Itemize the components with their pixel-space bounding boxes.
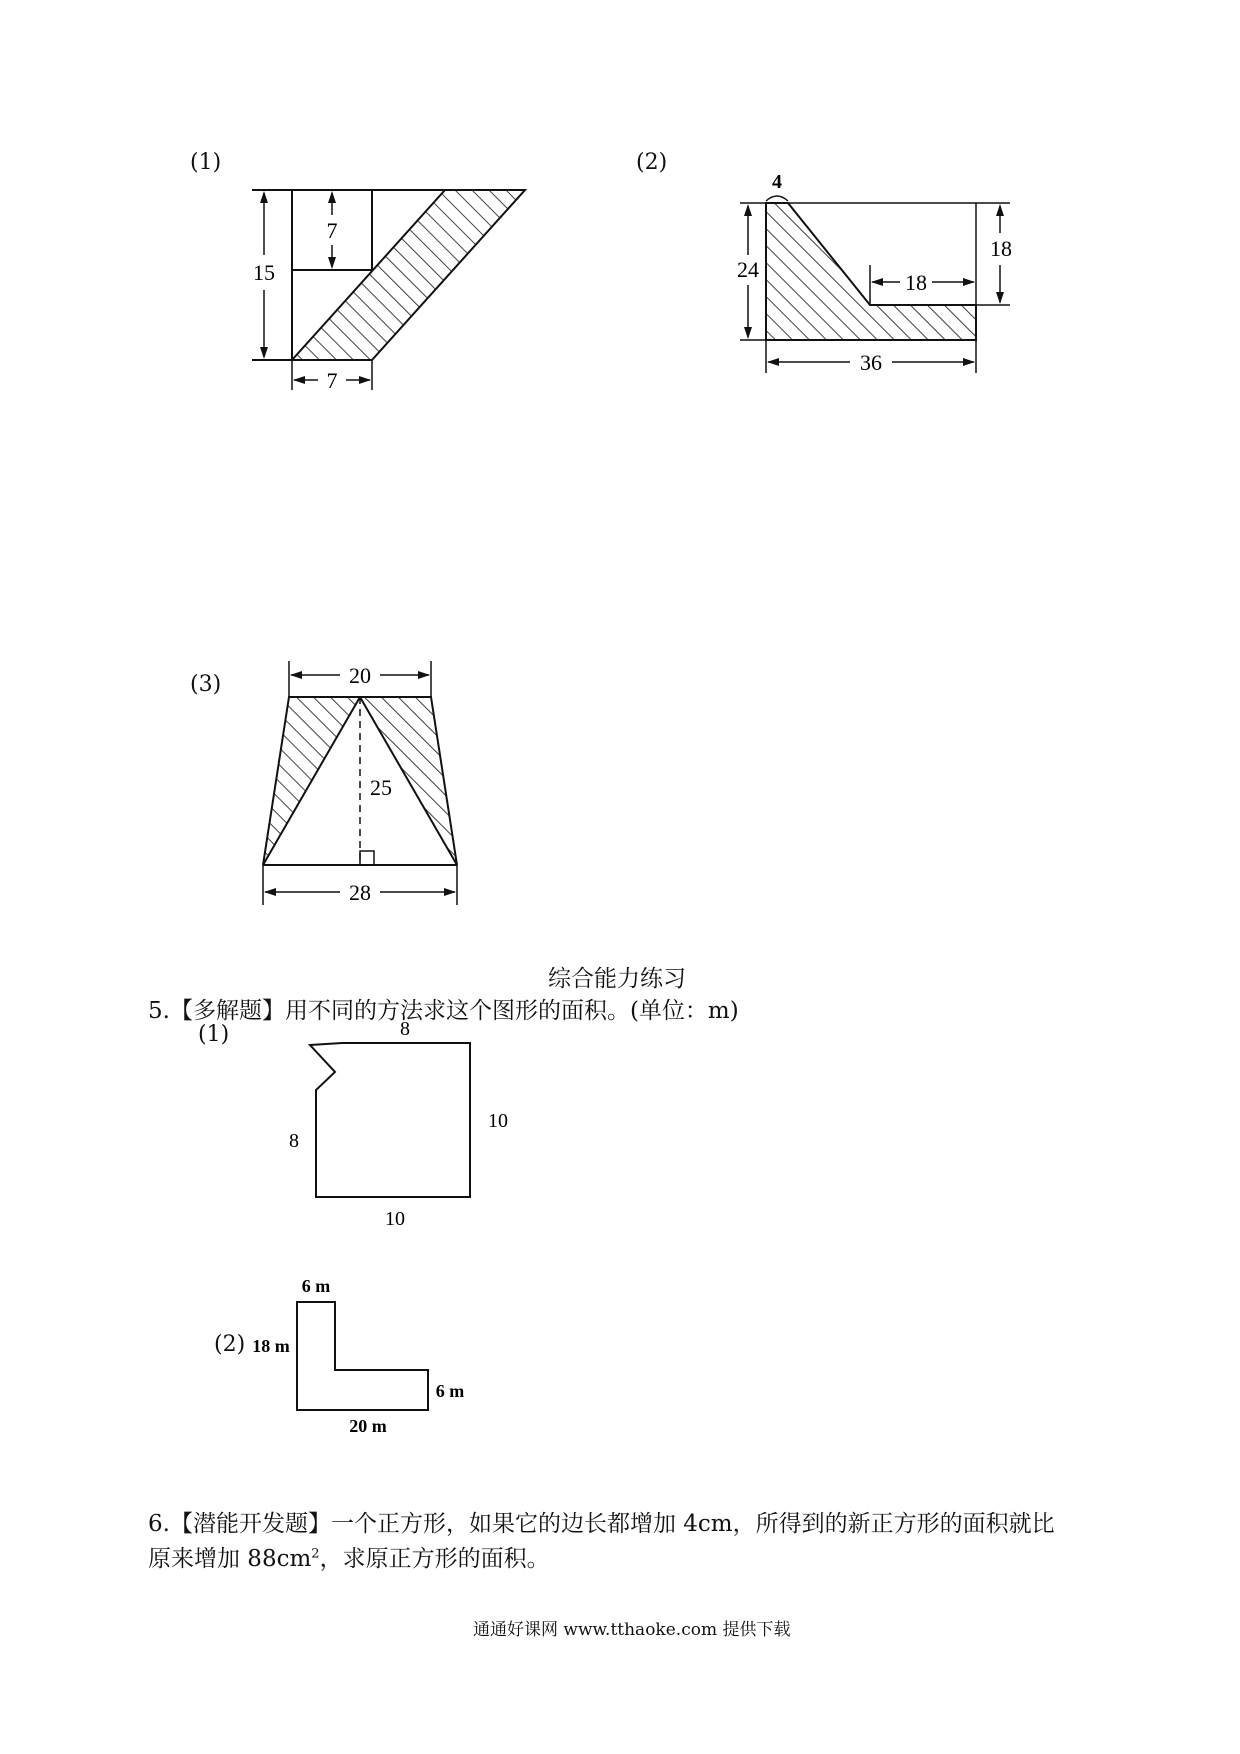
q5-figure-1 <box>280 1015 520 1235</box>
figure-2-channel <box>720 165 1020 380</box>
dim-4: 4 <box>772 171 782 193</box>
q6-line2-a: 原来增加 88cm <box>148 1546 312 1572</box>
figure-1-parallelogram <box>220 175 540 405</box>
dim-15: 15 <box>253 260 275 285</box>
q5-sub2-label: (2) <box>214 1332 246 1357</box>
figure-3-trapezoid <box>255 655 475 915</box>
dim-24: 24 <box>737 257 759 282</box>
q5-sub1-label: (1) <box>198 1022 230 1047</box>
fig3-label: (3) <box>190 672 222 697</box>
dim-18-inner: 18 <box>905 270 927 295</box>
q5-text: 5.【多解题】用不同的方法求这个图形的面积。(单位：m) <box>148 998 739 1024</box>
dim-25: 25 <box>370 775 392 800</box>
q5-1-bottom: 10 <box>385 1208 405 1230</box>
q5-figure-2 <box>245 1272 485 1437</box>
q5-2-left: 18 m <box>252 1336 290 1356</box>
q6-line1: 6.【潜能开发题】一个正方形，如果它的边长都增加 4cm，所得到的新正方形的面积就比 <box>148 1511 1055 1537</box>
footer-text: 通通好课网 www.tthaoke.com 提供下载 <box>473 1620 791 1640</box>
q5-2-top: 6 m <box>301 1276 331 1296</box>
shaded-parallogram <box>292 190 525 360</box>
q6-line2-b: ，求原正方形的面积。 <box>319 1546 550 1572</box>
dim-7-top: 7 <box>326 218 338 243</box>
dim-28: 28 <box>349 880 371 905</box>
dim-20: 20 <box>349 663 371 688</box>
dim-36: 36 <box>860 350 882 375</box>
q5-2-right: 6 m <box>435 1381 465 1401</box>
q5-2-bottom: 20 m <box>349 1416 387 1436</box>
q5-1-left: 8 <box>289 1130 299 1152</box>
section-title: 综合能力练习 <box>548 966 686 992</box>
q5-1-right: 10 <box>488 1110 508 1132</box>
fig2-label: (2) <box>636 150 668 175</box>
shaded-left-triangle <box>263 697 360 865</box>
q5-1-top: 8 <box>400 1018 410 1040</box>
shaded-region <box>766 203 976 340</box>
dim-7-bottom: 7 <box>326 368 338 393</box>
fig1-label: (1) <box>190 150 222 175</box>
q6-line2-sup: 2 <box>311 1546 320 1562</box>
q6-line2 <box>148 1540 550 1573</box>
dim-18-right: 18 <box>990 236 1012 261</box>
